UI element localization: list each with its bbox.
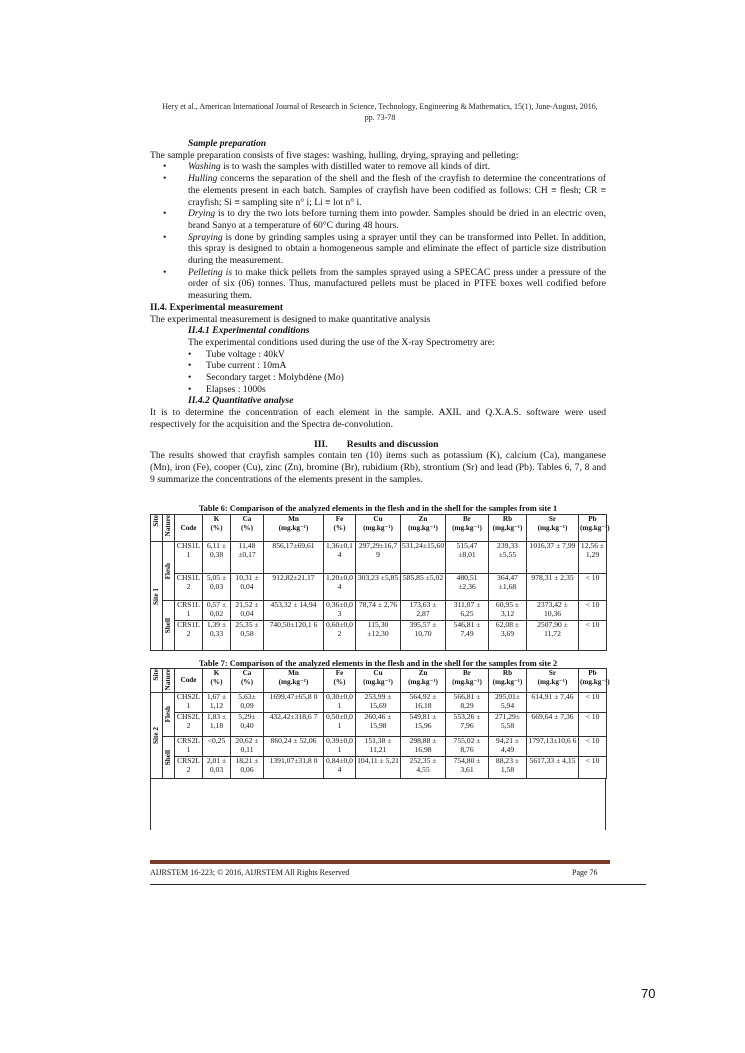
value-cell: 18,21 ± 0,06 — [231, 757, 264, 779]
value-cell: 88,23 ± 1,58 — [489, 757, 527, 779]
value-cell: 0,50±0,0 1 — [324, 713, 356, 737]
value-cell: 453,32 ± 14,94 — [264, 601, 324, 621]
value-cell: 25,35 ± 0,58 — [231, 621, 264, 651]
code-cell: CHS1L 1 — [175, 542, 203, 574]
value-cell: 60,95 ± 3,12 — [489, 601, 527, 621]
value-cell: 856,17±69,61 — [264, 542, 324, 574]
experimental-intro: The experimental measurement is designed to make quantitative analysis — [150, 313, 431, 325]
code-cell: CRS2L 2 — [175, 757, 203, 779]
value-cell: 1,83 ± 1,18 — [203, 713, 231, 737]
value-cell: 549,81 ± 15,96 — [401, 713, 446, 737]
column-header: Ca (%) — [231, 515, 264, 542]
value-cell: 754,80 ± 3,61 — [446, 757, 489, 779]
value-cell: 1391,07±31,8 0 — [264, 757, 324, 779]
value-cell: 252,35 ± 4,55 — [401, 757, 446, 779]
value-cell: 11,48 ±0,17 — [231, 542, 264, 574]
column-header: Zn (mg.kg⁻¹) — [401, 669, 446, 693]
column-header: K (%) — [203, 515, 231, 542]
table-row — [151, 757, 607, 779]
value-cell: < 10 — [579, 693, 607, 713]
value-cell: 978,31 ± 2,35 — [527, 574, 579, 601]
value-cell: < 10 — [579, 737, 607, 757]
experimental-sub1-title: II.4.1 Experimental conditions — [188, 325, 310, 337]
column-header: Cu (mg.kg⁻¹) — [356, 669, 401, 693]
value-cell: 253,99 ± 15,69 — [356, 693, 401, 713]
value-cell: 531,24±15,60 — [401, 542, 446, 574]
value-cell: 20,62 ± 0,11 — [231, 737, 264, 757]
table6-caption: Table 6: Comparison of the analyzed elements in the flesh and in the shell for the samples from site 1 — [198, 504, 558, 513]
list-item: • Tube current : 10mA — [188, 360, 287, 372]
column-header: Nature — [163, 669, 175, 693]
value-cell: 1,67 ± 1,12 — [203, 693, 231, 713]
value-cell: 5617,33 ± 4,15 — [527, 757, 579, 779]
results-text: The results showed that crayfish samples contain ten (10) items such as potassium (K), calcium (Ca), manganese (Mn), iron (Fe), cooper (Cu), zinc (Zn), bromine (Br), rubidium (Rb), strontium (Sr) and lead (Pb). Tables 6, 7, 8 and 9 summarize the concentrations of the elements present in the samples. — [150, 450, 606, 485]
value-cell: 585,85 ±5,02 — [401, 574, 446, 601]
value-cell: 115,30 ±12,30 — [356, 621, 401, 651]
list-item: • Hulling concerns the separation of the shell and the flesh of the crayfish to determine the concentrations of the elements present in each batch. Samples of crayfish have been codified as follows: CH ≡ flesh; CR ≡ crayfish; Si ≡ sampling site n° i; Li ≡ lot n° i. — [163, 173, 606, 208]
column-header: Br (mg.kg⁻¹) — [446, 669, 489, 693]
code-cell: CRS2L 1 — [175, 737, 203, 757]
value-cell: 260,46 ± 15,98 — [356, 713, 401, 737]
column-header: Pb (mg.kg⁻¹) — [579, 515, 607, 542]
experimental-title: II.4. Experimental measurement — [150, 301, 284, 313]
divider — [150, 884, 646, 885]
value-cell: 151,38 ± 11,21 — [356, 737, 401, 757]
experimental-sub1-text: The experimental conditions used during the use of the X-ray Spectrometry are: — [188, 336, 495, 348]
value-cell: 0,57 ± 0,02 — [203, 601, 231, 621]
value-cell: 295,01± 5,94 — [489, 693, 527, 713]
footer-left: AIJRSTEM 16-223; © 2016, AIJRSTEM All Rights Reserved — [150, 868, 350, 877]
table7-caption: Table 7: Comparison of the analyzed elements in the flesh and in the shell for the samples from site 2 — [198, 659, 558, 668]
value-cell: 0,30±0,0 1 — [324, 693, 356, 713]
table6 — [150, 514, 610, 651]
value-cell: <0,25 — [203, 737, 231, 757]
value-cell: < 10 — [579, 713, 607, 737]
value-cell: 1699,47±65,8 0 — [264, 693, 324, 713]
value-cell: 432,42±318,6 7 — [264, 713, 324, 737]
conditions-list — [150, 349, 606, 396]
table-row — [151, 601, 607, 621]
value-cell: 1016,37 ± 7,99 — [527, 542, 579, 574]
value-cell: 1,36±0,1 4 — [324, 542, 356, 574]
value-cell: 5,63± 0,09 — [231, 693, 264, 713]
value-cell: 912,82±21,17 — [264, 574, 324, 601]
table-row — [151, 713, 607, 737]
column-header: Cu (mg.kg⁻¹) — [356, 515, 401, 542]
column-header: Sr (mg.kg⁻¹) — [527, 515, 579, 542]
table-row — [151, 621, 607, 651]
value-cell: 303,23 ±5,85 — [356, 574, 401, 601]
list-item: • Drying is to dry the two lots before turning them into powder. Samples should be dried in an electric oven, brand Sanyo at a temperature of 60°C during 48 hours. — [163, 208, 606, 231]
value-cell: 298,88 ± 16,98 — [401, 737, 446, 757]
column-header: Site — [151, 515, 163, 542]
value-cell: 0,39±0,0 1 — [324, 737, 356, 757]
value-cell: 669,64 ± 7,36 — [527, 713, 579, 737]
table-header-row — [151, 669, 607, 693]
column-header: Nature — [163, 515, 175, 542]
list-item: • Tube voltage : 40kV — [188, 348, 285, 360]
value-cell: 1797,13±10,6 6 — [527, 737, 579, 757]
table-row — [151, 693, 607, 713]
value-cell: 395,57 ± 10,70 — [401, 621, 446, 651]
table-row — [151, 574, 607, 601]
nature-cell: Flesh — [163, 693, 175, 737]
code-cell: CHS1L 2 — [175, 574, 203, 601]
value-cell: 2507,90 ± 11,72 — [527, 621, 579, 651]
table-row — [151, 542, 607, 574]
column-header: Rb (mg.kg⁻¹) — [489, 669, 527, 693]
nature-cell: Shell — [163, 737, 175, 779]
value-cell: 564,92 ± 16,18 — [401, 693, 446, 713]
value-cell: 12,56 ± 1,29 — [579, 542, 607, 574]
value-cell: 0,84±0,0 4 — [324, 757, 356, 779]
journal-header — [150, 101, 610, 123]
value-cell: 94,21 ± 4,49 — [489, 737, 527, 757]
list-item: • Elapses : 1000s — [188, 383, 266, 395]
column-header: Fe (%) — [324, 515, 356, 542]
column-header: K (%) — [203, 669, 231, 693]
value-cell: 297,29±16,7 9 — [356, 542, 401, 574]
value-cell: 566,81 ± 8,29 — [446, 693, 489, 713]
value-cell: 173,63 ± 2,87 — [401, 601, 446, 621]
code-cell: CRS1L 2 — [175, 621, 203, 651]
experimental-sub2-title: II.4.2 Quantitative analyse — [188, 395, 294, 407]
value-cell: < 10 — [579, 621, 607, 651]
value-cell: 78,74 ± 2,76 — [356, 601, 401, 621]
value-cell: 5,29± 0,40 — [231, 713, 264, 737]
value-cell: 104,11 ± 5,21 — [356, 757, 401, 779]
divider — [150, 778, 151, 830]
code-cell: CHS2L 2 — [175, 713, 203, 737]
divider — [605, 778, 606, 830]
value-cell: < 10 — [579, 757, 607, 779]
list-item: • Washing is to wash the samples with distilled water to remove all kinds of dirt. — [163, 161, 491, 173]
header-line-1: Hery et al., American International Journal of Research in Science, Technology, Engineering & Mathematics, 15(1), June-August, 2016, — [162, 102, 598, 111]
site-cell: Site 2 — [151, 693, 163, 779]
value-cell: 10,31 ± 0,04 — [231, 574, 264, 601]
list-item: • Spraying is done by grinding samples using a sprayer until they can be transformed into Pellet. In addition, this spray is designed to obtain a homogeneous sample and eliminate the effect of particle size distribution during the measurement. — [163, 231, 606, 267]
value-cell: 239,33 ±5,55 — [489, 542, 527, 574]
sample-prep-intro: The sample preparation consists of five stages: washing, hulling, drying, spraying and pelleting: — [150, 149, 519, 161]
column-header: Br (mg.kg⁻¹) — [446, 515, 489, 542]
value-cell: 311,07 ± 6,25 — [446, 601, 489, 621]
sample-prep-list — [150, 161, 606, 301]
column-header: Site — [151, 669, 163, 693]
list-item: • Pelleting is to make thick pellets from the samples sprayed using a SPECAC press under a pressure of the order of six (06) tonnes. Thus, manufactured pellets must be placed in PTFE boxes well codified before measuring them. — [163, 266, 607, 302]
table-header-row — [151, 515, 607, 542]
value-cell: 271,29± 5,58 — [489, 713, 527, 737]
sample-prep-title: Sample preparation — [188, 138, 267, 149]
column-header: Zn (mg.kg⁻¹) — [401, 515, 446, 542]
value-cell: 21,52 ± 0,04 — [231, 601, 264, 621]
results-title: III. Results and discussion — [314, 438, 439, 450]
page-number: 70 — [641, 986, 656, 1001]
column-header: Rb (mg.kg⁻¹) — [489, 515, 527, 542]
value-cell: < 10 — [579, 601, 607, 621]
value-cell: 515,47 ±8,01 — [446, 542, 489, 574]
site-cell: Site 1 — [151, 542, 163, 651]
experimental-sub2-text: It is to determine the concentration of each element in the sample. AXIL and Q.X.A.S. software were used respectively for the acquisition and the Spectra de-convolution. — [150, 407, 606, 430]
list-item: • Secondary target : Molybdène (Mo) — [188, 372, 344, 384]
code-cell: CHS2L 1 — [175, 693, 203, 713]
value-cell: 755,02 ± 8,76 — [446, 737, 489, 757]
column-header: Mn (mg.kg⁻¹) — [264, 669, 324, 693]
value-cell: 553,26 ± 7,96 — [446, 713, 489, 737]
footer-rule — [150, 860, 610, 864]
value-cell: 740,50±120,1 6 — [264, 621, 324, 651]
value-cell: 364,47 ±1,68 — [489, 574, 527, 601]
table7 — [150, 668, 610, 779]
value-cell: 2,01 ± 0,03 — [203, 757, 231, 779]
column-header: Code — [175, 669, 203, 693]
table-row — [151, 737, 607, 757]
column-header: Mn (mg.kg⁻¹) — [264, 515, 324, 542]
value-cell: 0,36±0,0 3 — [324, 601, 356, 621]
value-cell: 0,60±0,0 2 — [324, 621, 356, 651]
value-cell: 546,81 ± 7,49 — [446, 621, 489, 651]
column-header: Ca (%) — [231, 669, 264, 693]
value-cell: 480,51 ±2,36 — [446, 574, 489, 601]
column-header: Code — [175, 515, 203, 542]
value-cell: < 10 — [579, 574, 607, 601]
nature-cell: Shell — [163, 601, 175, 651]
value-cell: 62,08 ± 3,69 — [489, 621, 527, 651]
value-cell: 860,24 ± 52,06 — [264, 737, 324, 757]
column-header: Pb (mg.kg⁻¹) — [579, 669, 607, 693]
value-cell: 614,91 ± 7,46 — [527, 693, 579, 713]
value-cell: 1,39 ± 0,33 — [203, 621, 231, 651]
body-column — [150, 138, 606, 485]
table7-bottom-extension — [150, 778, 606, 830]
code-cell: CRS1L 1 — [175, 601, 203, 621]
nature-cell: Flesh — [163, 542, 175, 601]
footer-right: Page 76 — [572, 868, 598, 877]
value-cell: 5,05 ± 0,03 — [203, 574, 231, 601]
value-cell: 6,11 ± 0,38 — [203, 542, 231, 574]
value-cell: 2373,42 ± 10,36 — [527, 601, 579, 621]
value-cell: 1,20±0,0 4 — [324, 574, 356, 601]
header-line-2: pp. 73-78 — [364, 113, 396, 122]
column-header: Sr (mg.kg⁻¹) — [527, 669, 579, 693]
column-header: Fe (%) — [324, 669, 356, 693]
